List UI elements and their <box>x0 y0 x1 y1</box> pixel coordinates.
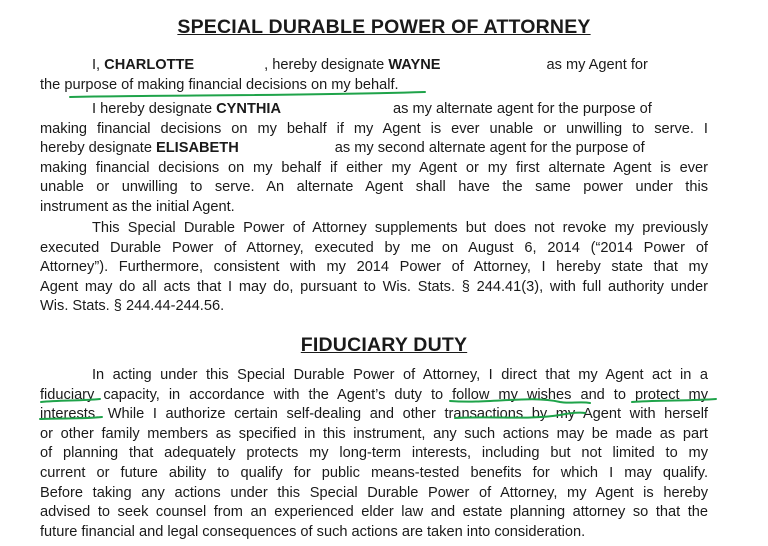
principal-name: CHARLOTTE <box>104 57 195 73</box>
text-run: as my alternate agent for the purpose of <box>393 101 652 117</box>
para2-line3 <box>40 139 708 159</box>
para4-line1: In acting under this Special Durable Power of Attorney, I direct that my Agent act in a <box>92 367 708 383</box>
para3-line2: executed Durable Power of Attorney, executed by me on August 6, 2014 (“2014 Power of <box>40 239 708 256</box>
para4-line8: advised to seek counsel from an experienced elder law and estate planning attorney so that the <box>40 504 708 521</box>
para4-line5: of planning that adequately protects my long-term interests, including but not limited to my <box>40 445 708 462</box>
text-run: hereby designate <box>40 140 157 157</box>
para4-line2: fiduciary capacity, in accordance with the Agent’s duty to follow my wishes and to protect my <box>40 386 708 403</box>
para3-line5: Wis. Stats. § 244.44-244.56. <box>40 298 225 315</box>
para2-line5: unable or unwilling to serve. An alternate Agent shall have the same power under this <box>40 179 708 196</box>
para2-line1 <box>40 100 708 120</box>
para4-line3: interests. While I authorize certain self-dealing and other transactions by my Agent with herself <box>40 406 708 423</box>
agent-designation-paragraph <box>40 56 708 95</box>
text-run: as my second alternate agent for the purpose of <box>334 140 645 157</box>
para4-line6: current or future ability to qualify for public means-tested benefits for which I may qualify. <box>40 464 708 481</box>
para1-line2: the purpose of making financial decisions on my behalf. <box>40 76 399 93</box>
para3-line4: Agent may do all acts that I may do, pursuant to Wis. Stats. § 244.41(3), with full authority under <box>40 278 708 295</box>
alternate-agent-name: CYNTHIA <box>216 101 282 117</box>
para3-line1: This Special Durable Power of Attorney supplements but does not revoke my previously <box>92 220 708 236</box>
second-alternate-agent-name: ELISABETH <box>156 140 239 157</box>
para2-line4: making financial decisions on my behalf if either my Agent or my first alternate Agent is ever <box>40 159 708 176</box>
para3-line3: Attorney”). Furthermore, consistent with my 2014 Power of Attorney, I hereby state that my <box>40 259 708 276</box>
alternate-agent-paragraph <box>40 100 708 218</box>
para4-line7: Before taking any actions under this Special Durable Power of Attorney, my Agent is hereby <box>40 484 708 501</box>
para4-line9: future financial and legal consequences of such actions are taken into consideration. <box>40 523 586 540</box>
agent-name: WAYNE <box>388 57 441 73</box>
para4-line4: or other family members as specified in this instrument, any such actions may be made as part <box>40 425 708 442</box>
section-heading: FIDUCIARY DUTY <box>300 334 468 356</box>
text-run: as my Agent for <box>546 57 648 73</box>
para2-line2: making financial decisions on my behalf if my Agent is ever unable or unwilling to serve. I <box>40 120 708 137</box>
para2-line6: instrument as the initial Agent. <box>40 198 235 215</box>
document-title: SPECIAL DURABLE POWER OF ATTORNEY <box>177 16 591 38</box>
supplement-paragraph <box>40 219 708 317</box>
text-run: , hereby designate <box>264 57 389 73</box>
fiduciary-duty-paragraph <box>40 366 708 542</box>
para1-line1 <box>40 56 708 76</box>
text-run: I, <box>92 57 105 73</box>
text-run: I hereby designate <box>92 101 217 117</box>
